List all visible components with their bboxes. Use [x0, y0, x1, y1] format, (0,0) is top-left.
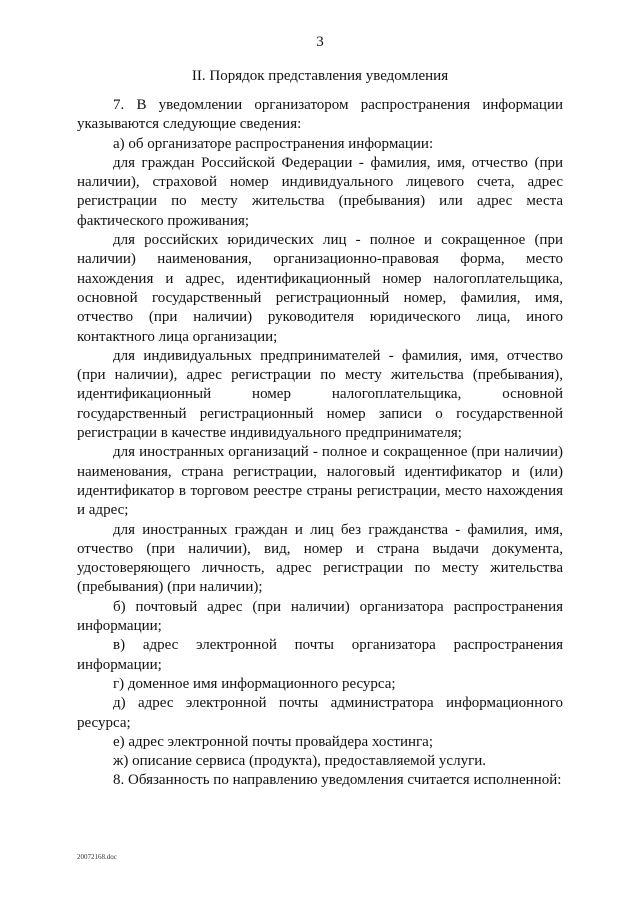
paragraph-citizens-rf: для граждан Российской Федерации - фамилия, имя, отчество (при наличии), страховой номер индивидуального лицевого счета, адрес регистрации по месту жительства (пребывания) или адрес места фактического проживания;: [77, 154, 563, 229]
paragraph-v-organizer-email: в) адрес электронной почты организатора распространения информации;: [77, 637, 563, 673]
paragraph-individual-entrepreneurs: для индивидуальных предпринимателей - фамилия, имя, отчество (при наличии), адрес регистрации по месту жительства (пребывания), идентификационный номер налогоплательщика, основной государственный регистрационный номер записи о государственной регистрации в качестве индивидуального предпринимателя;: [77, 347, 563, 442]
paragraph-e-hosting-email: е) адрес электронной почты провайдера хостинга;: [113, 733, 434, 750]
paragraph-a-heading: а) об организаторе распространения информации:: [113, 135, 434, 152]
paragraph-g-domain-name: г) доменное имя информационного ресурса;: [113, 675, 396, 692]
paragraph-foreign-citizens: для иностранных граждан и лиц без гражданства - фамилия, имя, отчество (при наличии), вид, номер и страна выдачи документа, удостоверяющего личность, адрес регистрации по месту жительства (пребывания) (при наличии);: [77, 521, 563, 596]
document-body: [77, 96, 563, 791]
section-title: II. Порядок представления уведомления: [191, 68, 449, 84]
paragraph-8-obligation: 8. Обязанность по направлению уведомления считается исполненной:: [113, 772, 562, 789]
paragraph-foreign-organizations: для иностранных организаций - полное и сокращенное (при наличии) наименования, страна регистрации, налоговый идентификатор и (или) идентификатор в торговом реестре страны регистрации, место нахождения и адрес;: [77, 444, 563, 519]
paragraph-7-intro: 7. В уведомлении организатором распространения информации указываются следующие сведения:: [77, 97, 563, 133]
footer-filename: 20072168.doc: [77, 853, 117, 861]
paragraph-russian-legal-entities: для российских юридических лиц - полное и сокращенное (при наличии) наименования, организационно-правовая форма, место нахождения и адрес, идентификационный номер налогоплательщика, основной государственный регистрационный номер, фамилия, имя, отчество (при наличии) руководителя юридического лица, иного контактного лица организации;: [77, 232, 563, 345]
paragraph-d-admin-email: д) адрес электронной почты администратора информационного ресурса;: [77, 695, 563, 731]
paragraph-b-postal-address: б) почтовый адрес (при наличии) организатора распространения информации;: [77, 598, 563, 635]
paragraph-zh-service-description: ж) описание сервиса (продукта), предоставляемой услуги.: [113, 753, 487, 770]
page-number: 3: [316, 34, 324, 50]
